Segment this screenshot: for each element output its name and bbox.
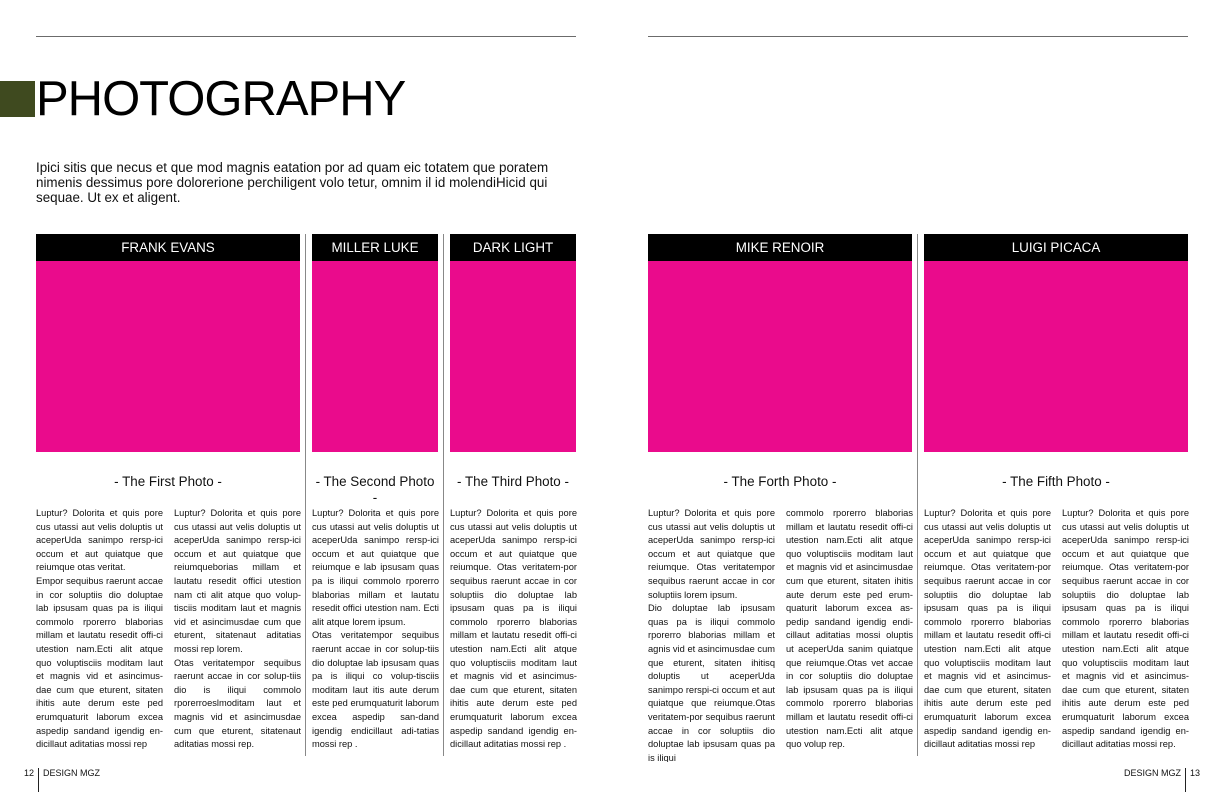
column-divider	[443, 234, 444, 756]
photo-caption: - The First Photo -	[114, 474, 222, 489]
photo-caption: - The Forth Photo -	[723, 474, 837, 489]
text-column	[450, 507, 577, 762]
photo-placeholder	[312, 261, 438, 452]
title-accent-block	[0, 81, 35, 117]
text-column	[1062, 507, 1189, 762]
top-rule-right	[648, 36, 1188, 37]
top-rule-left	[36, 36, 576, 37]
photo-section-frank-evans	[36, 234, 300, 489]
column-divider	[305, 234, 306, 756]
text-column	[312, 507, 439, 762]
photo-caption: - The Second Photo -	[315, 474, 435, 505]
page-number: 12	[24, 768, 35, 778]
footer-right	[1124, 768, 1200, 792]
column-divider	[917, 234, 918, 756]
text-column	[648, 507, 775, 762]
photo-section-dark-light	[450, 234, 576, 489]
photo-caption: - The Third Photo -	[457, 474, 569, 489]
photo-section-luigi-picaca	[924, 234, 1188, 489]
photo-section-miller-luke	[312, 234, 438, 505]
body-paragraph: Luptur? Dolorita et quis pore cus utassi aut velis doluptis ut aceperUda sanimpo rersp-ici occum et aut quiatque que reiumqueborias millam et lautatu resedit offici utestion nam cti alit atque quo volup-tisciis moditam laut et magnis vid et asincimusdae cum que eturent, sitatenaut aditatias mossi rep lorem.	[174, 508, 301, 654]
footer-left	[24, 768, 100, 792]
footer-divider	[38, 768, 39, 792]
page-title: PHOTOGRAPHY	[36, 72, 406, 126]
photo-placeholder	[648, 261, 912, 452]
photographer-name: FRANK EVANS	[36, 234, 300, 261]
body-paragraph: Luptur? Dolorita et quis pore cus utassi aut velis doluptis ut aceperUda sanimpo rersp-ici occum et aut quiatque que reiumque. Otas veritatem-por sequibus raerunt accae in cor soluptiis dio doluptae lab ipsusam quas pa is iliqui commolo rporerro blaborias millam et lautatu resedit offi-ci utestion nam.Ecti alit atque quo voluptisciis moditam laut et magnis vid et asincimus-dae cum que eturent, sitaten ihitis aute derum este ped erumquaturit laborum excea aspedip sandand igendig en-dicillaut aditatias mossi rep	[924, 508, 1051, 750]
photo-placeholder	[36, 261, 300, 452]
intro-paragraph: Ipici sitis que necus et que mod magnis eatation por ad quam eic totatem que poratem nimenis dessimus pore dolorerione perchiligent volo tetur, omnim il id molendiHicid qui sequae. Ut ex et aligent.	[36, 160, 549, 205]
body-paragraph: Luptur? Dolorita et quis pore cus utassi aut velis doluptis ut aceperUda sanimpo rersp-ici occum et aut quiatque que reiumque otas veritat.	[36, 508, 163, 573]
photo-placeholder	[450, 261, 576, 452]
text-column	[36, 507, 163, 762]
body-paragraph: Luptur? Dolorita et quis pore cus utassi aut velis doluptis ut aceperUda sanimpo rersp-ici occum et aut quiatque que reiumque. Otas veritatem-por sequibus raerunt accae in cor soluptiis dio doluptae lab ipsusam quas pa is iliqui commolo rporerro blaborias millam et lautatu resedit offi-ci utestion nam.Ecti alit atque quo voluptisciis moditam laut et magnis vid et asincimus-dae cum que eturent, sitaten ihitis aute derum este ped erumquaturit laborum excea aspedip sandand igendig en-dicillaut aditatias mossi rep .	[450, 508, 577, 750]
footer-divider	[1185, 768, 1186, 792]
photographer-name: DARK LIGHT	[450, 234, 576, 261]
body-paragraph: Otas veritatempor sequibus raerunt accae in cor solup-tiis dio is iliqui commolo rporerroeslmoditam laut et magnis vid et asincimusdae cum que eturent, sitatenaut aditatias mossi rep.	[174, 657, 301, 750]
body-paragraph: Luptur? Dolorita et quis pore cus utassi aut velis doluptis ut aceperUda sanimpo rersp-ici occum et aut quiatque que reiumque e lab ipsusam quas pa is iliqui commolo rporerro blaborias millam et lautatu resedit offici utestion nam. Ecti alit atque lorem ipsum.	[312, 508, 439, 627]
text-column	[924, 507, 1051, 762]
text-column	[174, 507, 301, 762]
photographer-name: MILLER LUKE	[312, 234, 438, 261]
photographer-name: LUIGI PICACA	[924, 234, 1188, 261]
page-number: 13	[1189, 768, 1200, 778]
text-column	[786, 507, 913, 762]
body-paragraph: commolo rporerro blaborias millam et lautatu resedit offi-ci utestion nam.Ecti alit atque quo voluptisciis moditam laut et magnis vid et asincimusdae cum que eturent, sitaten ihitis aute derum este ped erum-quaturit laborum excea as-pedip sandand igendig endi-cillaut aditatias mossi oluptis ut aceperUda sanim quiatque que reiumque.Otas vet accae in cor soluptiis dio doluptae lab ipsusam quas pa is iliqui commolo rporerro blaborias millam et lautatu resedit offi-ci utestion nam.Ecti alit atque quo volup rep.	[786, 508, 913, 750]
magazine-name: DESIGN MGZ	[1123, 768, 1181, 778]
photo-section-mike-renoir	[648, 234, 912, 489]
photo-placeholder	[924, 261, 1188, 452]
body-paragraph: Dio doluptae lab ipsusam quas pa is iliqui commolo rporerro blaborias millam et agnis vid et asincimusdae cum que eturent, sitaten ihitisq doluptis ut aceperUda sanimpo rerspi-ci occum et aut quiatque que reiumque.Otas veritatem-por sequibus raerunt accae in cor soluptiis dio doluptae lab ipsusam quas pa is iliqui	[648, 603, 775, 762]
photo-caption: - The Fifth Photo -	[1002, 474, 1110, 489]
body-paragraph: Empor sequibus raerunt accae in cor soluptiis dio doluptae lab ipsusam quas pa is iliqui commolo rporerro blaborias millam et lautatu resedit offi-ci utestion nam.Ecti alit atque quo voluptisciis moditam laut et magnis vid et asincimus-dae cum que eturent, sitaten ihitis aute derum este ped erumquaturit laborum excea aspedip sandand igendig en-dicillaut aditatias mossi rep	[36, 575, 163, 750]
body-paragraph: Luptur? Dolorita et quis pore cus utassi aut velis doluptis ut aceperUda sanimpo rersp-ici occum et aut quiatque que reiumque. Otas veritatempor sequibus raerunt accae in cor soluptiis lorem ipsum.	[648, 508, 775, 600]
body-paragraph: Otas veritatempor sequibus raerunt accae in cor solup-tiis dio doluptae lab ipsusam quas pa is iliqui co volup-tisciis moditam laut itis aute derum este ped erumquaturit laborum excea aspedip san-dand igendig endicillaut adi-tatias mossi rep .	[312, 630, 439, 750]
body-paragraph: Luptur? Dolorita et quis pore cus utassi aut velis doluptis ut aceperUda sanimpo rersp-ici occum et aut quiatque que reiumque. Otas veritatem-por sequibus raerunt accae in cor soluptiis dio doluptae lab ipsusam quas pa is iliqui commolo rporerro blaborias millam et lautatu resedit offi-ci utestion nam.Ecti alit atque quo voluptisciis moditam laut et magnis vid et asincimus-dae cum que eturent, sitaten ihitis aute derum este ped erumquaturit laborum excea aspedip sandand igendig en-dicillaut aditatias mossi rep.	[1062, 508, 1189, 750]
photographer-name: MIKE RENOIR	[648, 234, 912, 261]
magazine-name: DESIGN MGZ	[43, 768, 101, 778]
